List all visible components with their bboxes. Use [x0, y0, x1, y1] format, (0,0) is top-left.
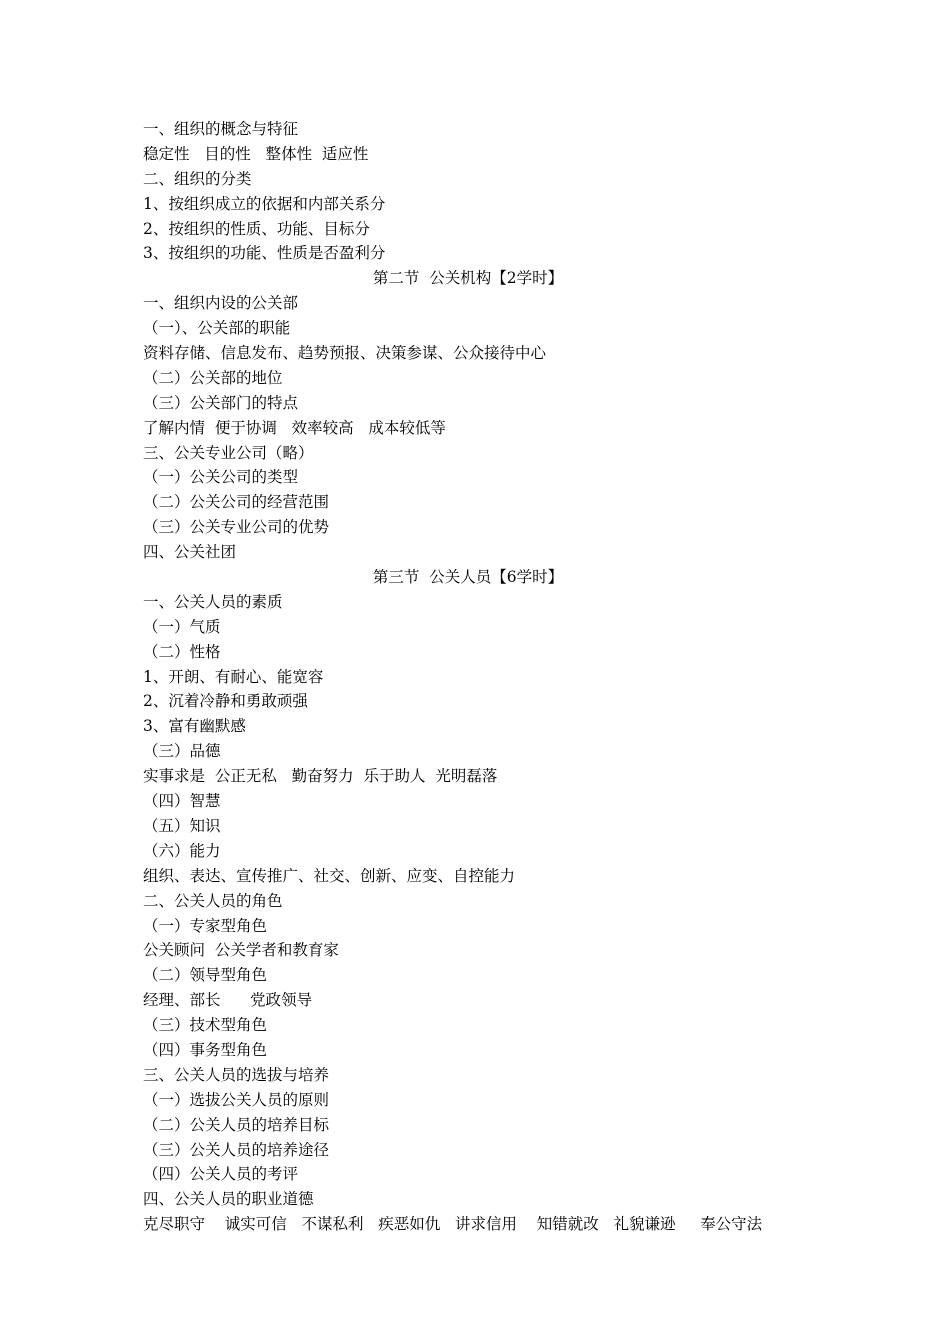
document-page [143, 117, 833, 1237]
text-line: （一）专家型角色 [143, 916, 268, 935]
text-line: 二、组织的分类 [143, 169, 252, 188]
text-line: 稳定性 目的性 整体性 适应性 [143, 144, 369, 163]
text-line: （三）品德 [143, 742, 221, 761]
text-line: （二）领导型角色 [143, 966, 268, 985]
text-line: （二）公关公司的经营范围 [143, 493, 330, 512]
text-line: （一）选拔公关人员的原则 [143, 1090, 330, 1109]
text-line: （三）公关人员的培养途径 [143, 1140, 330, 1159]
text-line: （二）公关人员的培养目标 [143, 1115, 330, 1134]
text-line: （四）公关人员的考评 [143, 1165, 299, 1184]
text-line: 三、公关人员的选拔与培养 [143, 1065, 330, 1084]
text-line: （四）事务型角色 [143, 1040, 268, 1059]
text-line: （二）性格 [143, 642, 221, 661]
text-line: （一）气质 [143, 617, 221, 636]
text-line: 1、按组织成立的依据和内部关系分 [143, 194, 386, 213]
text-line: 经理、部长 党政领导 [143, 991, 313, 1010]
text-line: 组织、表达、宣传推广、社交、创新、应变、自控能力 [143, 866, 516, 885]
text-line: （三）技术型角色 [143, 1016, 268, 1035]
text-line: （一）公关公司的类型 [143, 468, 299, 487]
text-line: （二）公关部的地位 [143, 368, 283, 387]
text-line: （六）能力 [143, 841, 221, 860]
text-line: 一、组织的概念与特征 [143, 120, 299, 138]
text-line: 资料存储、信息发布、趋势预报、决策参谋、公众接待中心 [143, 344, 547, 363]
text-line: 实事求是 公正无私 勤奋努力 乐于助人 光明磊落 [143, 767, 498, 786]
text-line: （五）知识 [143, 816, 221, 835]
text-line: 三、公关专业公司（略） [143, 443, 314, 462]
text-line: （四）智慧 [143, 792, 221, 811]
text-line: 1、开朗、有耐心、能宽容 [143, 667, 324, 686]
text-line: 四、公关人员的职业道德 [143, 1190, 314, 1209]
text-line: 3、富有幽默感 [143, 717, 246, 736]
text-line: 二、公关人员的角色 [143, 891, 283, 910]
text-line: 3、按组织的功能、性质是否盈利分 [143, 244, 386, 263]
text-line: （一）、公关部的职能 [143, 319, 291, 338]
section-heading: 第三节 公关人员【6学时】 [372, 568, 564, 587]
text-line: 克尽职守 诚实可信 不谋私利 疾恶如仇 讲求信用 知错就改 礼貌谦逊 奉公守法 [143, 1215, 763, 1234]
text-line: 了解内情 便于协调 效率较高 成本较低等 [143, 418, 446, 437]
text-line: 2、沉着冷静和勇敢顽强 [143, 692, 308, 711]
text-line: 一、公关人员的素质 [143, 592, 283, 611]
text-line: （三）公关部门的特点 [143, 393, 299, 412]
text-line: 2、按组织的性质、功能、目标分 [143, 219, 370, 238]
text-line: 一、组织内设的公关部 [143, 294, 299, 313]
section-heading: 第二节 公关机构【2学时】 [372, 269, 564, 288]
text-line: 公关顾问 公关学者和教育家 [143, 941, 339, 960]
text-line: （三）公关专业公司的优势 [143, 518, 330, 537]
text-line: 四、公关社团 [143, 543, 237, 562]
